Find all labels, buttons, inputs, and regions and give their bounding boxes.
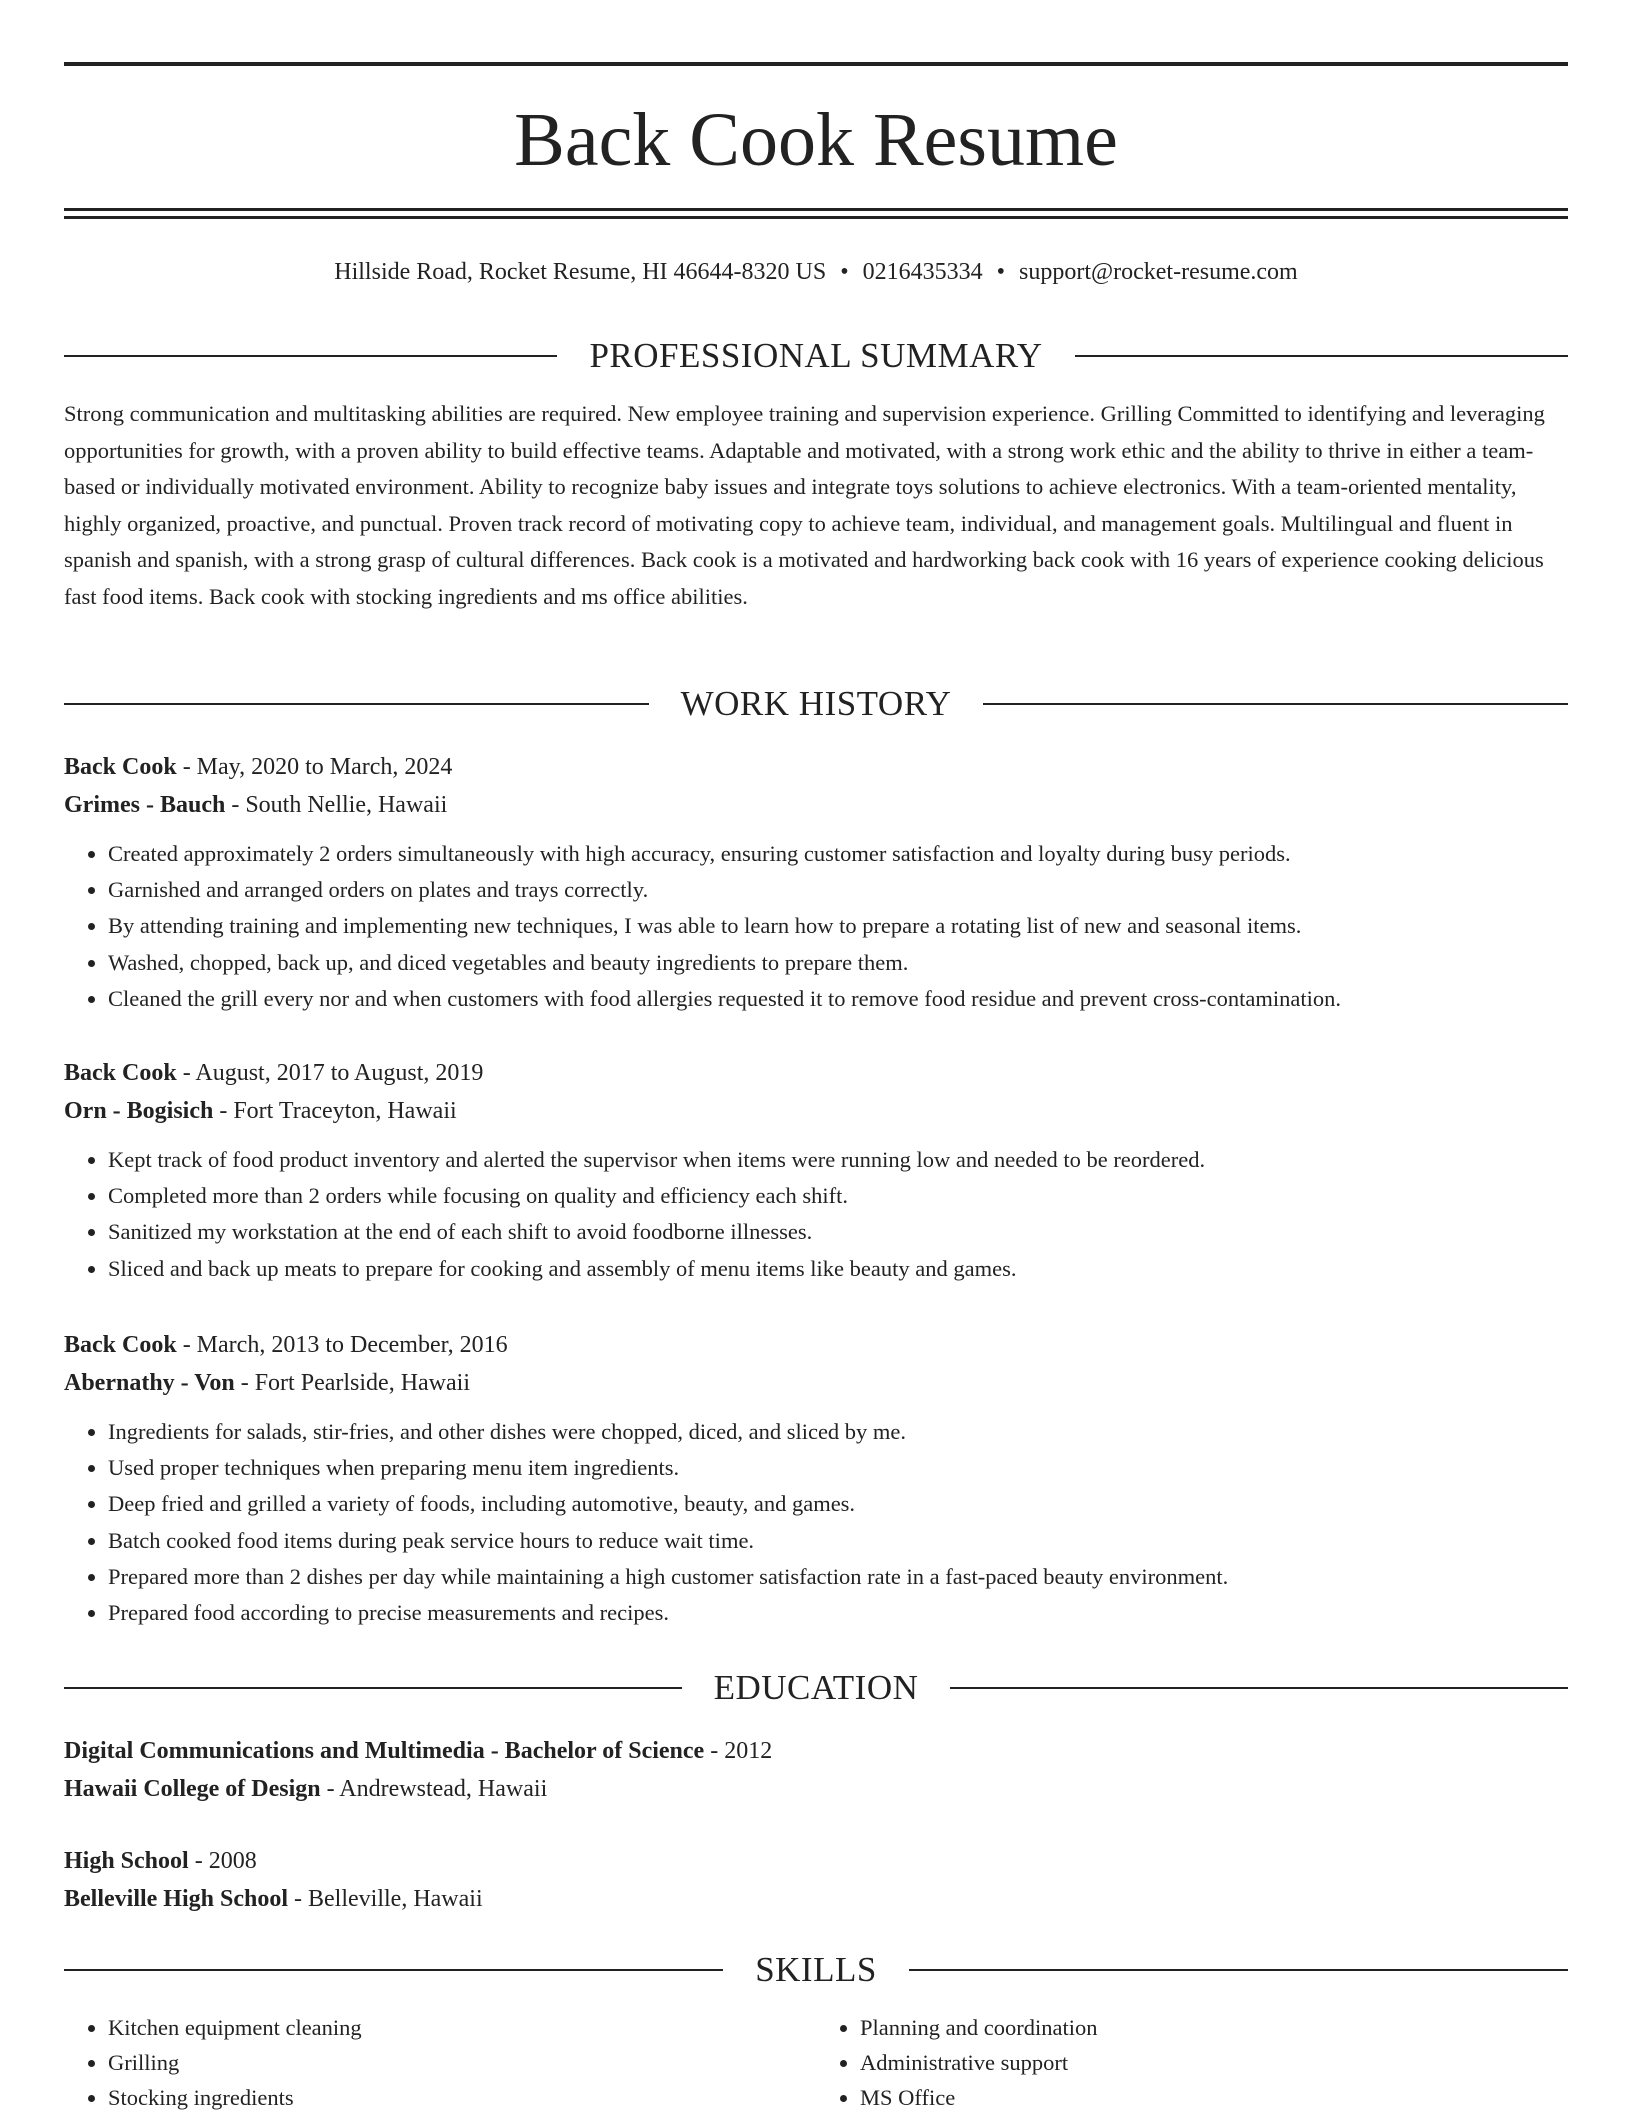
job-entry — [64, 1326, 1568, 1631]
job-company-line — [64, 1092, 1568, 1130]
education-entry — [64, 1732, 1568, 1808]
job-dates: - August, 2017 to August, 2019 — [182, 1060, 484, 1086]
title-rule-lower — [64, 216, 1568, 219]
list-item: • MS Office — [860, 2080, 1568, 2115]
list-item: • Completed more than 2 orders while focusing on quality and efficiency each shift. — [108, 1178, 1568, 1214]
job-title-line — [64, 1054, 1568, 1092]
section-heading-skills — [64, 1948, 1568, 1992]
job-dates: - March, 2013 to December, 2016 — [182, 1332, 508, 1358]
contact-email: support@rocket-resume.com — [1019, 259, 1298, 285]
education-degree-line — [64, 1842, 1568, 1880]
list-item: • Prepared more than 2 dishes per day while maintaining a high customer satisfaction rate in a fast-paced beauty environment. — [108, 1559, 1568, 1595]
contact-line — [64, 254, 1568, 290]
heading-rule — [1075, 355, 1568, 357]
page-title: Back Cook Resume — [514, 98, 1118, 182]
heading-rule — [909, 1969, 1568, 1971]
education-entry — [64, 1842, 1568, 1918]
job-duties — [64, 1142, 1568, 1287]
job-company: Grimes - Bauch — [64, 792, 226, 818]
education-school-line — [64, 1770, 1568, 1808]
job-entry — [64, 1054, 1568, 1287]
job-location: - South Nellie, Hawaii — [231, 792, 448, 818]
education-degree: High School — [64, 1848, 189, 1874]
list-item: • By attending training and implementing new techniques, I was able to learn how to prepare a rotating list of new and seasonal items. — [108, 908, 1568, 944]
heading-rule — [64, 703, 649, 705]
job-location: - Fort Pearlside, Hawaii — [240, 1370, 470, 1396]
heading-rule — [64, 1969, 723, 1971]
list-item: • Garnished and arranged orders on plates and trays correctly. — [108, 872, 1568, 908]
contact-separator: • — [840, 259, 849, 285]
education-location: - Andrewstead, Hawaii — [326, 1776, 548, 1802]
education-year: - 2012 — [710, 1738, 773, 1764]
job-title: Back Cook — [64, 754, 177, 780]
list-item: • Administrative support — [860, 2045, 1568, 2080]
skills-column-right — [816, 2010, 1568, 2115]
education-location: - Belleville, Hawaii — [294, 1886, 483, 1912]
job-company-line — [64, 786, 1568, 824]
section-title: EDUCATION — [713, 1668, 919, 1707]
job-title: Back Cook — [64, 1060, 177, 1086]
job-title-line — [64, 748, 1568, 786]
section-heading-summary — [64, 334, 1568, 378]
section-heading-work-history — [64, 682, 1568, 726]
list-item: • Batch cooked food items during peak service hours to reduce wait time. — [108, 1523, 1568, 1559]
job-title-line — [64, 1326, 1568, 1364]
heading-rule — [983, 703, 1568, 705]
contact-phone: 0216435334 — [862, 259, 983, 285]
education-year: - 2008 — [194, 1848, 257, 1874]
job-dates: - May, 2020 to March, 2024 — [182, 754, 453, 780]
heading-rule — [950, 1687, 1568, 1689]
job-duties — [64, 836, 1568, 1017]
job-title: Back Cook — [64, 1332, 177, 1358]
skills-list — [64, 2010, 1568, 2115]
top-rule — [64, 62, 1568, 66]
heading-rule — [64, 355, 557, 357]
list-item: • Washed, chopped, back up, and diced vegetables and beauty ingredients to prepare them. — [108, 945, 1568, 981]
list-item: • Prepared food according to precise measurements and recipes. — [108, 1595, 1568, 1631]
list-item: • Cleaned the grill every nor and when customers with food allergies requested it to remove food residue and prevent cross-contamination. — [108, 981, 1568, 1017]
job-company: Orn - Bogisich — [64, 1098, 214, 1124]
job-company: Abernathy - Von — [64, 1370, 235, 1396]
title-rule-upper — [64, 208, 1568, 211]
job-company-line — [64, 1364, 1568, 1402]
list-item: • Kitchen equipment cleaning — [108, 2010, 816, 2045]
list-item: • Planning and coordination — [860, 2010, 1568, 2045]
list-item: • Stocking ingredients — [108, 2080, 816, 2115]
list-item: • Ingredients for salads, stir-fries, and other dishes were chopped, diced, and sliced by me. — [108, 1414, 1568, 1450]
contact-separator: • — [996, 259, 1006, 285]
list-item: • Sanitized my workstation at the end of each shift to avoid foodborne illnesses. — [108, 1214, 1568, 1250]
education-school-line — [64, 1880, 1568, 1918]
list-item: • Deep fried and grilled a variety of foods, including automotive, beauty, and games. — [108, 1486, 1568, 1522]
list-item: • Used proper techniques when preparing menu item ingredients. — [108, 1450, 1568, 1486]
education-school: Belleville High School — [64, 1886, 289, 1912]
skills-column-left — [64, 2010, 816, 2115]
list-item: • Kept track of food product inventory and alerted the supervisor when items were running low and needed to be reordered. — [108, 1142, 1568, 1178]
contact-address: Hillside Road, Rocket Resume, HI 46644-8320 US — [334, 259, 827, 285]
education-degree-line — [64, 1732, 1568, 1770]
list-item: • Sliced and back up meats to prepare for cooking and assembly of menu items like beauty and games. — [108, 1251, 1568, 1287]
list-item: • Created approximately 2 orders simultaneously with high accuracy, ensuring customer satisfaction and loyalty during busy periods. — [108, 836, 1568, 872]
summary-text: Strong communication and multitasking abilities are required. New employee training and supervision experience. Grilling Committed to identifying and leveraging opportunities for growth, with a proven ability to build effective teams. Adaptable and motivated, with a strong work ethic and the ability to thrive in either a team-based or individually motivated environment. Ability to recognize baby issues and integrate toys solutions to achieve electronics. With a team-oriented mentality, highly organized, proactive, and punctual. Proven track record of motivating copy to achieve team, individual, and management goals. Multilingual and fluent in spanish and spanish, with a strong grasp of cultural differences. Back cook is a motivated and hardworking back cook with 16 years of experience cooking delicious fast food items. Back cook with stocking ingredients and ms office abilities. — [64, 401, 1545, 609]
section-title: WORK HISTORY — [680, 684, 952, 723]
job-entry — [64, 748, 1568, 1017]
list-item: • Grilling — [108, 2045, 816, 2080]
section-title: PROFESSIONAL SUMMARY — [589, 336, 1043, 375]
education-school: Hawaii College of Design — [64, 1776, 321, 1802]
section-heading-education — [64, 1666, 1568, 1710]
heading-rule — [64, 1687, 682, 1689]
job-location: - Fort Traceyton, Hawaii — [219, 1098, 457, 1124]
job-duties — [64, 1414, 1568, 1631]
education-degree: Digital Communications and Multimedia - Bachelor of Science — [64, 1738, 705, 1764]
section-title: SKILLS — [755, 1950, 877, 1989]
